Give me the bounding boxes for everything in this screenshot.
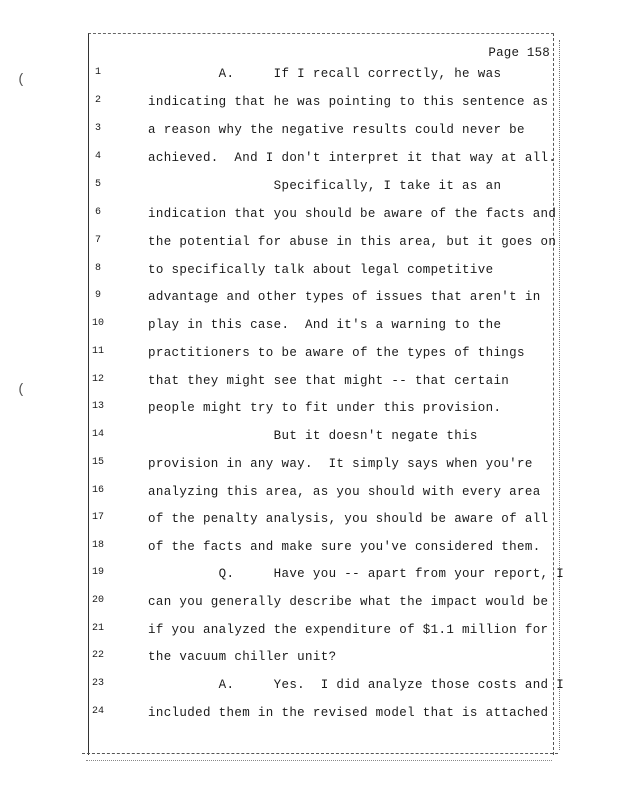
- line-number: 2: [94, 95, 101, 106]
- page-bottom-rule-2: [86, 760, 552, 761]
- transcript-line: indicating that he was pointing to this sentence as: [148, 95, 549, 109]
- line-number: 21: [91, 623, 104, 634]
- line-number: 24: [91, 706, 104, 717]
- transcript-line: included them in the revised model that is attached: [148, 706, 549, 720]
- line-number: 9: [94, 290, 101, 301]
- transcript-line: can you generally describe what the impact would be: [148, 595, 549, 609]
- page-number: Page 158: [488, 46, 550, 60]
- binding-hole-mark: (: [17, 382, 26, 398]
- transcript-line: to specifically talk about legal competitive: [148, 263, 494, 277]
- line-number: 15: [91, 457, 104, 468]
- transcript-line: if you analyzed the expenditure of $1.1 million for: [148, 623, 549, 637]
- line-number: 17: [91, 512, 104, 523]
- line-number: 19: [91, 567, 104, 578]
- line-number: 7: [94, 235, 101, 246]
- line-number: 18: [91, 540, 104, 551]
- line-number: 23: [91, 678, 104, 689]
- line-number: 13: [91, 401, 104, 412]
- line-number: 22: [91, 650, 104, 661]
- transcript-line: indication that you should be aware of the facts and: [148, 207, 557, 221]
- transcript-line: of the facts and make sure you've considered them.: [148, 540, 541, 554]
- transcript-line: provision in any way. It simply says when you're: [148, 457, 533, 471]
- line-number: 12: [91, 374, 104, 385]
- line-number: 1: [94, 67, 101, 78]
- transcript-line: a reason why the negative results could never be: [148, 123, 525, 137]
- line-number: 5: [94, 179, 101, 190]
- transcript-line: But it doesn't negate this: [148, 429, 478, 443]
- transcript-line: the potential for abuse in this area, but it goes on: [148, 235, 557, 249]
- transcript-line: achieved. And I don't interpret it that way at all.: [148, 151, 557, 165]
- line-number: 20: [91, 595, 104, 606]
- line-number: 4: [94, 151, 101, 162]
- transcript-line: people might try to fit under this provision.: [148, 401, 502, 415]
- line-number: 16: [91, 485, 104, 496]
- transcript-line: play in this case. And it's a warning to the: [148, 318, 502, 332]
- page-frame: [88, 33, 557, 755]
- line-number: 3: [94, 123, 101, 134]
- transcript-line: analyzing this area, as you should with every area: [148, 485, 541, 499]
- transcript-line: that they might see that might -- that certain: [148, 374, 510, 388]
- transcript-line: practitioners to be aware of the types of things: [148, 346, 525, 360]
- right-margin-rule: [559, 40, 560, 750]
- transcript-line: of the penalty analysis, you should be aware of all: [148, 512, 549, 526]
- transcript-line: advantage and other types of issues that aren't in: [148, 290, 541, 304]
- line-number: 8: [94, 263, 101, 274]
- transcript-line: the vacuum chiller unit?: [148, 650, 337, 664]
- line-number: 14: [91, 429, 104, 440]
- transcript-line: A. If I recall correctly, he was: [148, 67, 502, 81]
- line-number: 11: [91, 346, 104, 357]
- transcript-line: Specifically, I take it as an: [148, 179, 502, 193]
- line-number: 6: [94, 207, 101, 218]
- transcript-line: A. Yes. I did analyze those costs and I: [148, 678, 565, 692]
- page-bottom-rule: [82, 753, 558, 754]
- line-number: 10: [91, 318, 104, 329]
- binding-hole-mark: (: [17, 72, 26, 88]
- transcript-line: Q. Have you -- apart from your report, I: [148, 567, 565, 581]
